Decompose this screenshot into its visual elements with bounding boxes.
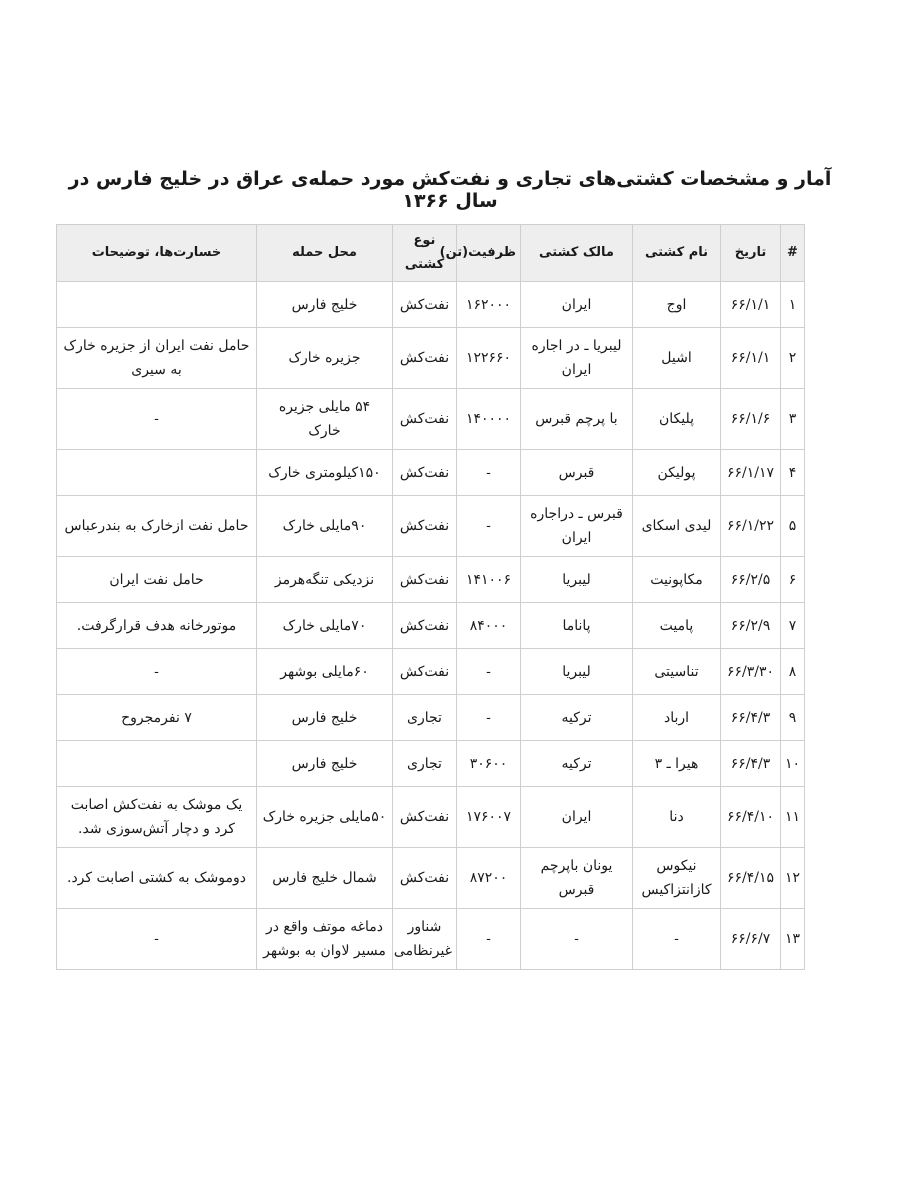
ship-name: ارباد bbox=[633, 695, 721, 741]
ship-type: نفت‌کش bbox=[393, 389, 457, 450]
row-date: ۶۶/۲/۵ bbox=[721, 557, 781, 603]
ship-capacity: - bbox=[457, 496, 521, 557]
ship-type: نفت‌کش bbox=[393, 557, 457, 603]
ship-type: نفت‌کش bbox=[393, 649, 457, 695]
ship-capacity: - bbox=[457, 649, 521, 695]
row-date: ۶۶/۴/۳ bbox=[721, 741, 781, 787]
col-header-capacity: ظرفیت(تن) bbox=[457, 225, 521, 282]
row-number: ۶ bbox=[781, 557, 805, 603]
ship-type: نفت‌کش bbox=[393, 787, 457, 848]
ship-capacity: - bbox=[457, 909, 521, 970]
ship-capacity: ۱۴۰۰۰۰ bbox=[457, 389, 521, 450]
col-header-number: # bbox=[781, 225, 805, 282]
damage-notes: حامل نفت ازخارک به بندرعباس bbox=[57, 496, 257, 557]
ship-capacity: ۱۴۱۰۰۶ bbox=[457, 557, 521, 603]
ship-capacity: ۱۲۲۶۶۰ bbox=[457, 328, 521, 389]
attack-location: ۶۰مایلی بوشهر bbox=[257, 649, 393, 695]
row-number: ۳ bbox=[781, 389, 805, 450]
damage-notes: - bbox=[57, 649, 257, 695]
col-header-location: محل حمله bbox=[257, 225, 393, 282]
row-date: ۶۶/۲/۹ bbox=[721, 603, 781, 649]
attack-location: خلیج فارس bbox=[257, 741, 393, 787]
ship-capacity: ۳۰۶۰۰ bbox=[457, 741, 521, 787]
ship-type: نفت‌کش bbox=[393, 282, 457, 328]
ship-name: پلیکان bbox=[633, 389, 721, 450]
attack-location: ۱۵۰کیلومتری خارک bbox=[257, 450, 393, 496]
damage-notes: دوموشک به کشتی اصابت کرد. bbox=[57, 848, 257, 909]
header-row bbox=[57, 225, 805, 282]
row-date: ۶۶/۱/۱۷ bbox=[721, 450, 781, 496]
ship-owner: قبرس ـ دراجاره ایران bbox=[521, 496, 633, 557]
ship-owner: ترکیه bbox=[521, 695, 633, 741]
ship-name: نیکوس کازانتزاکیس bbox=[633, 848, 721, 909]
attack-location: ۷۰مایلی خارک bbox=[257, 603, 393, 649]
damage-notes: - bbox=[57, 909, 257, 970]
table-row bbox=[57, 557, 805, 603]
ship-name: تناسیتی bbox=[633, 649, 721, 695]
row-number: ۸ bbox=[781, 649, 805, 695]
table-row bbox=[57, 649, 805, 695]
row-date: ۶۶/۱/۱ bbox=[721, 328, 781, 389]
ship-type: نفت‌کش bbox=[393, 603, 457, 649]
table-row bbox=[57, 848, 805, 909]
row-date: ۶۶/۳/۳۰ bbox=[721, 649, 781, 695]
attack-location: دماغه موتف واقع در مسیر لاوان به بوشهر bbox=[257, 909, 393, 970]
row-number: ۵ bbox=[781, 496, 805, 557]
ship-type: تجاری bbox=[393, 741, 457, 787]
table-title: آمار و مشخصات کشتی‌های تجاری و نفت‌کش مورد حمله‌ی عراق در خلیج فارس در سال ۱۳۶۶ bbox=[68, 168, 832, 212]
damage-notes: یک موشک به نفت‌کش اصابت کرد و دچار آتش‌سوزی شد. bbox=[57, 787, 257, 848]
damage-notes: حامل نفت ایران از جزیره خارک به سیری bbox=[57, 328, 257, 389]
row-number: ۱۳ bbox=[781, 909, 805, 970]
table-row bbox=[57, 450, 805, 496]
ship-owner: ایران bbox=[521, 282, 633, 328]
row-date: ۶۶/۴/۳ bbox=[721, 695, 781, 741]
row-date: ۶۶/۱/۶ bbox=[721, 389, 781, 450]
ship-name: پامیت bbox=[633, 603, 721, 649]
damage-notes: - bbox=[57, 389, 257, 450]
ship-capacity: - bbox=[457, 695, 521, 741]
ship-name: مکاپونیت bbox=[633, 557, 721, 603]
damage-notes bbox=[57, 741, 257, 787]
ship-name: اشیل bbox=[633, 328, 721, 389]
ship-owner: با پرچم قبرس bbox=[521, 389, 633, 450]
damage-notes bbox=[57, 282, 257, 328]
table-row bbox=[57, 741, 805, 787]
col-header-date: تاریخ bbox=[721, 225, 781, 282]
ship-type: تجاری bbox=[393, 695, 457, 741]
col-header-type: نوع کشتی bbox=[393, 225, 457, 282]
ship-capacity: ۱۷۶۰۰۷ bbox=[457, 787, 521, 848]
table-row bbox=[57, 496, 805, 557]
col-header-ship-name: نام کشتی bbox=[633, 225, 721, 282]
row-date: ۶۶/۱/۲۲ bbox=[721, 496, 781, 557]
ship-type: نفت‌کش bbox=[393, 496, 457, 557]
col-header-notes: خسارت‌ها، توضیحات bbox=[57, 225, 257, 282]
attack-location: ۵۴ مایلی جزیره خارک bbox=[257, 389, 393, 450]
attack-location: خلیج فارس bbox=[257, 695, 393, 741]
ship-capacity: ۸۷۲۰۰ bbox=[457, 848, 521, 909]
attack-location: نزدیکی تنگه‌هرمز bbox=[257, 557, 393, 603]
row-number: ۱۱ bbox=[781, 787, 805, 848]
ship-owner: قبرس bbox=[521, 450, 633, 496]
table-row bbox=[57, 328, 805, 389]
ship-owner: ترکیه bbox=[521, 741, 633, 787]
table-row bbox=[57, 695, 805, 741]
attack-location: خلیج فارس bbox=[257, 282, 393, 328]
damage-notes bbox=[57, 450, 257, 496]
ship-owner: پاناما bbox=[521, 603, 633, 649]
ship-type: نفت‌کش bbox=[393, 450, 457, 496]
row-number: ۴ bbox=[781, 450, 805, 496]
ship-capacity: ۱۶۲۰۰۰ bbox=[457, 282, 521, 328]
row-date: ۶۶/۶/۷ bbox=[721, 909, 781, 970]
row-number: ۹ bbox=[781, 695, 805, 741]
ship-name: اوج bbox=[633, 282, 721, 328]
ship-owner: لیبریا bbox=[521, 649, 633, 695]
ship-owner: یونان باپرچم قبرس bbox=[521, 848, 633, 909]
damage-notes: حامل نفت ایران bbox=[57, 557, 257, 603]
table-row bbox=[57, 909, 805, 970]
row-number: ۱ bbox=[781, 282, 805, 328]
ship-name: دنا bbox=[633, 787, 721, 848]
table-row bbox=[57, 282, 805, 328]
table-row bbox=[57, 603, 805, 649]
ship-type: نفت‌کش bbox=[393, 328, 457, 389]
ship-type: شناور غیرنظامی bbox=[393, 909, 457, 970]
row-number: ۱۰ bbox=[781, 741, 805, 787]
table-row bbox=[57, 787, 805, 848]
ship-type: نفت‌کش bbox=[393, 848, 457, 909]
ship-capacity: ۸۴۰۰۰ bbox=[457, 603, 521, 649]
damage-notes: ۷ نفرمجروح bbox=[57, 695, 257, 741]
ship-name: پولیکن bbox=[633, 450, 721, 496]
ship-name: هیرا ـ ۳ bbox=[633, 741, 721, 787]
table-row bbox=[57, 389, 805, 450]
row-number: ۲ bbox=[781, 328, 805, 389]
ship-name: لیدی اسکای bbox=[633, 496, 721, 557]
ship-owner: لیبریا ـ در اجاره ایران bbox=[521, 328, 633, 389]
row-date: ۶۶/۱/۱ bbox=[721, 282, 781, 328]
attack-location: ۵۰مایلی جزیره خارک bbox=[257, 787, 393, 848]
ship-owner: لیبریا bbox=[521, 557, 633, 603]
row-date: ۶۶/۴/۱۵ bbox=[721, 848, 781, 909]
row-number: ۷ bbox=[781, 603, 805, 649]
attack-location: شمال خلیج فارس bbox=[257, 848, 393, 909]
row-number: ۱۲ bbox=[781, 848, 805, 909]
ship-attacks-table bbox=[56, 224, 805, 970]
ship-capacity: - bbox=[457, 450, 521, 496]
col-header-owner: مالک کشتی bbox=[521, 225, 633, 282]
damage-notes: موتورخانه هدف قرارگرفت. bbox=[57, 603, 257, 649]
attack-location: ۹۰مایلی خارک bbox=[257, 496, 393, 557]
row-date: ۶۶/۴/۱۰ bbox=[721, 787, 781, 848]
ship-owner: - bbox=[521, 909, 633, 970]
ship-name: - bbox=[633, 909, 721, 970]
ship-owner: ایران bbox=[521, 787, 633, 848]
attack-location: جزیره خارک bbox=[257, 328, 393, 389]
